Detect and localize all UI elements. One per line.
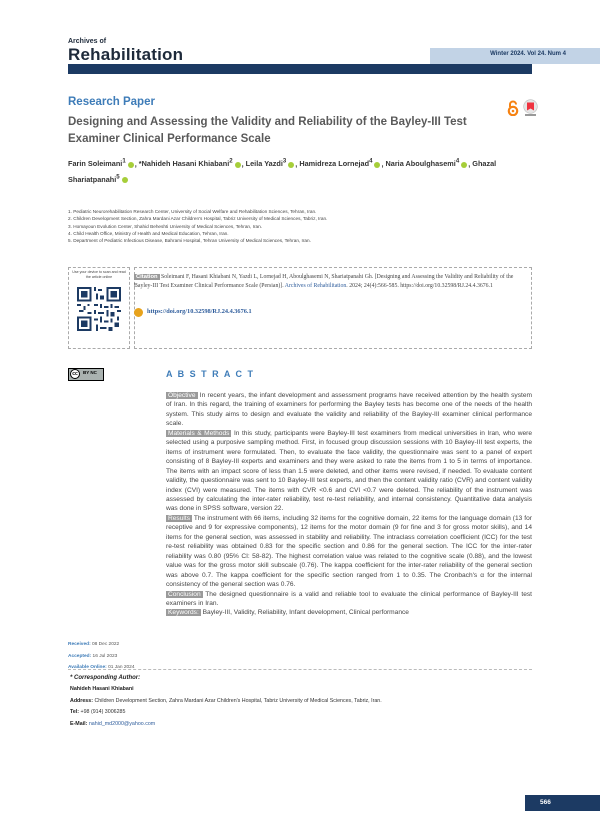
abstract-objective: Objective In recent years, the infant development and assessment programs have received attention by the health system of Iran. In this regard, the training of examiners for performing the Bayley tests has become one of the needs of the health system. This study aims to design and evaluate the validity and reliability of the Bayley-III examiner clinical performance scale. [166,392,532,428]
citation [134,273,524,291]
abstract-methods: Materials & Methods In this study, participants were Bayley-III test examiners from medical universities in Iran, who were selected using a purposive sampling method. First, in focused group discussion sessions with 10 Bayley-III test experts, the items of instrument were formulated. Then, to evaluate the face validity, the questionnaire was sent to a panel of expert consisting of 8 Bayley-III experts and examiners and they were asked to rate the items from 1 to 5 in terms of importance. The items with an impact score of less than 1.5 were deleted, and other items were revised, if needed. To evaluate content validity, the questionnaire was sent to 10 Bayley-III test experts, and then the content validity ratio (CVR) and content validity index (CVI) were measured. The items with CVR <0.6 and CVI <0.7 were deleted. The reliability of the instrument was assessed by calculating the inter-rater reliability, test re-test reliability, and internal consistency. Quantitative data analysis was done in SPSS software, version 22. [166,429,532,513]
doi-icon [134,308,143,317]
orcid-icon[interactable] [122,177,128,183]
affiliation: 1. Pediatric Neurorehabilitation Research Center, University of Social Welfare and Rehabilitation Sciences, Tehran, Iran. [68,209,317,214]
abstract-results: Results The instrument with 66 items, including 32 items for the cognitive domain, 22 items for the language domain (13 for receptive and 9 for expressive components), 12 items for the motor domain (9 for fine and 3 for gross motor skills), and 14 items for the general section, was assessed in stability and reliability. The intraclass correlation coefficient (ICC) for the test re-test reliability was obtained 0.83 for the specific section and 0.86 for the general section. The ICC for the inter-rater reliability was 0.80 (95% CI: 58-82). The highest correlation value was related to the cognitive scale (0.88), and the lowest value was for the gross motor skill subscale (0.76). The kappa coefficient for the inter-rater reliability of the general section was above 0.7. The kappa coefficient for the specific section ranged from 1 to 0.35. The Cronbach's α for the internal consistency of the general section was 0.76. [166,514,532,589]
affiliation: 3. Homayoun Evolution Center, Shahid Beheshti University of Medical Sciences, Tehran, Iran. [68,223,263,229]
abstract-keywords: Keywords: Bayley-III, Validity, Reliability, Infant development, Clinical performance [168,609,409,617]
qr-code-icon[interactable] [77,287,121,331]
open-access-icon [506,100,520,116]
corresponding-tel: Tel: +98 (914) 3006285 [70,709,126,716]
abstract-heading: A B S T R A C T [166,369,255,379]
corresponding-heading: * Corresponding Author: [70,675,141,681]
orcid-icon[interactable] [288,162,294,168]
cc-icon: cc [70,369,80,379]
results-label: Results [168,514,190,522]
corresponding-address: Address: Children Development Section, Zahra Mardani Azar Children's Hospital, Tabriz University of Medical Sciences, Tabriz, Iran. [70,697,382,704]
affiliation: 2. Children Development Section, Zahra Mardani Azar Children's Hospital, Tabriz University of Medical Sciences, Tabriz, Iran. [68,216,328,222]
orcid-icon[interactable] [374,162,380,168]
conclusion-label: Conclusion [168,590,201,598]
journal-name: Rehabilitation [68,45,184,64]
orcid-icon[interactable] [128,162,134,168]
page-number-badge [525,795,600,811]
issue-info: Winter 2024. Vol 24. Num 4 [490,51,566,57]
accepted-date: Accepted: 16 Jul 2023 [68,653,118,659]
corresponding-email: E-Mail: nahid_md2000@yahoo.com [70,720,156,727]
keywords-label: Keywords: [168,609,199,617]
corresponding-author [70,673,530,730]
affiliation: 5. Department of Pediatric Infectious Disease, Bahrami Hospital, Tehran University of Medical Sciences, Tehran, Iran. [68,238,311,244]
journal-prefix: Archives of [68,38,107,45]
objective-label: Objective [168,392,196,399]
divider [68,669,532,671]
qr-caption: Use your device to scan and read the article online [72,270,126,279]
affiliation: 4. Child Health Office, Ministry of Health and Medical Education, Tehran, Iran. [68,230,229,236]
author-5[interactable]: Naria Aboulghasemi$^4$ [385,158,460,169]
author-6[interactable]: Ghazal Shariatpanahi$^5$ [68,159,497,184]
citation-label: Citation [136,274,158,280]
citation-tail: . 2024; 24(4):566-585. https://doi.org/10.32598/RJ.24.4.3676.1 [346,282,493,289]
orcid-icon[interactable] [461,162,467,168]
received-date: Received: 08 Dec 2022 [68,642,120,647]
corresponding-name: Nahideh Hasani Khiabani [70,686,134,693]
crossmark-icon[interactable] [523,99,538,117]
author-1[interactable]: Farin Soleimani$^1$ [68,158,126,169]
author-list: Farin Soleimani$^1$ , *Nahideh Hasani Khiabani$^2$ , Leila Yazdi$^3$ , Hamidreza Lornejad$^4$ , Naria Aboulghasemi$^4$ , Ghazal Shariatpanahi$^5$ [68,158,497,184]
paper-type: Research Paper [68,96,155,108]
orcid-icon[interactable] [235,162,241,168]
online-date: Available Online: 01 Jan 2024 [68,665,135,670]
page-number: 566 [540,799,551,806]
doi-link[interactable]: https://doi.org/10.32598/RJ.24.4.3676.1 [147,308,252,315]
email-link[interactable]: nahid_md2000@yahoo.com [88,720,156,727]
affiliations [68,208,538,244]
article-title: Designing and Assessing the Validity and Reliability of the Bayley-III Test Examiner Clinical Performance Scale [68,116,467,145]
header-bar [68,64,532,74]
methods-label: Materials & Methods [168,429,230,437]
author-3[interactable]: Leila Yazdi$^3$ [245,158,287,169]
abstract-body [166,391,532,618]
cc-license-text: BY NC [83,370,97,375]
abstract-conclusion: Conclusion The designed questionnaire is a valid and reliable tool to evaluate the clinical performance of Bayley-III test examiners in Iran. [166,590,532,607]
citation-text: Soleimani F, Hasani Khiabani N, Yazdi L, Lornejad H, Aboulghasemi N, Shariatpanahi Gh. [Designing and Assessing the Validity and Reliability of the Bayley-III Test Examiner Clinical Performance Scale (Persian)]. [134,274,514,289]
author-4[interactable]: Hamidreza Lornejad$^4$ [299,158,373,169]
author-2[interactable]: *Nahideh Hasani Khiabani$^2$ [138,158,233,169]
citation-journal-link[interactable]: Archives of Rehabilitation [284,282,347,289]
